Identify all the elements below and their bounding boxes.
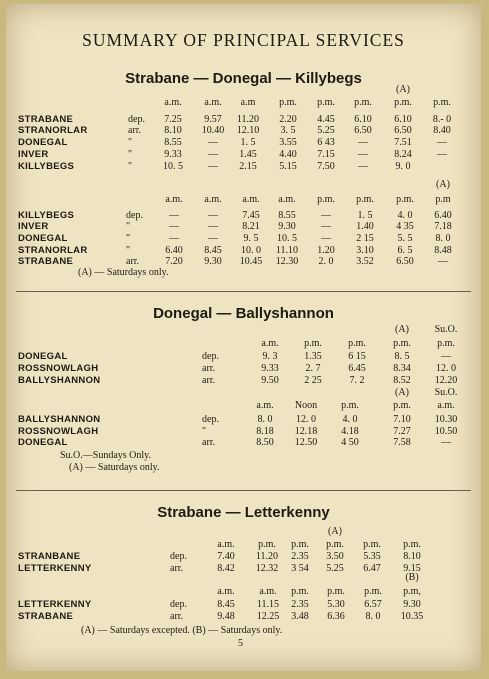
time-cell: 7.18 (434, 221, 452, 232)
column-header: p.m, (403, 586, 421, 597)
time-cell: 12.30 (275, 256, 299, 267)
time-cell: 12.10 (236, 125, 260, 136)
arr-dep-mark: " (128, 149, 133, 160)
station-name: STRANBANE (18, 551, 81, 562)
time-cell: — (437, 137, 447, 148)
column-header: p.m. (258, 539, 276, 550)
column-header: p.m. (326, 539, 344, 550)
column-header: a.m. (256, 400, 274, 411)
service-flag: (B) (405, 572, 419, 583)
section-divider (16, 291, 471, 292)
time-cell: — (358, 161, 368, 172)
time-cell: 4. 0 (397, 210, 413, 221)
station-name: DONEGAL (18, 233, 68, 244)
time-cell: 12. 0 (296, 414, 316, 425)
time-cell: 5.15 (279, 161, 297, 172)
time-cell: 2.35 (291, 551, 309, 562)
time-cell: 12.50 (294, 437, 318, 448)
station-name: STRABANE (18, 114, 74, 125)
arr-dep-mark: dep. (170, 599, 187, 610)
time-cell: — (169, 210, 179, 221)
time-cell: 8.24 (394, 149, 412, 160)
time-cell: 1.20 (317, 245, 335, 256)
time-cell: 11.20 (255, 551, 279, 562)
page-number: 5 (238, 638, 243, 649)
time-cell: 9. 3 (262, 351, 278, 362)
time-cell: 6 43 (317, 137, 335, 148)
column-header: a.m. (278, 194, 296, 205)
time-cell: 1. 5 (357, 210, 373, 221)
time-cell: 5.25 (317, 125, 335, 136)
time-cell: 10. 5 (277, 233, 297, 244)
time-cell: 2.20 (279, 114, 297, 125)
column-header: Noon (294, 400, 318, 411)
time-cell: 9. 5 (243, 233, 259, 244)
station-name: LETTERKENNY (18, 599, 92, 610)
time-cell: 9.50 (261, 375, 279, 386)
station-name: STRABANE (18, 256, 74, 267)
column-header: p.m. (348, 338, 366, 349)
time-cell: — (321, 221, 331, 232)
column-header: p.m. (364, 586, 382, 597)
time-cell: — (321, 210, 331, 221)
station-name: LETTERKENNY (18, 563, 92, 574)
section-divider (16, 490, 471, 491)
arr-dep-mark: arr. (170, 611, 184, 622)
time-cell: 12.20 (434, 375, 458, 386)
column-header: p.m. (354, 97, 372, 108)
station-name: INVER (18, 221, 49, 232)
time-cell: — (438, 256, 448, 267)
time-cell: 6.10 (354, 114, 372, 125)
time-cell: 9. 0 (395, 161, 411, 172)
time-cell: 4 50 (341, 437, 359, 448)
column-header: p.m. (279, 97, 297, 108)
arr-dep-mark: arr. (202, 437, 216, 448)
column-header: p.m. (317, 97, 335, 108)
footnote: (A) — Saturdays excepted. (B) — Saturdays only. (81, 625, 283, 636)
time-cell: 8.48 (434, 245, 452, 256)
arr-dep-mark: arr. (202, 363, 216, 374)
column-header: p.m. (291, 539, 309, 550)
time-cell: 8.10 (164, 125, 182, 136)
column-header: a.m (240, 97, 256, 108)
time-cell: 8.- 0 (432, 114, 452, 125)
footnote: Su.O.—Sundays Only. (60, 450, 152, 461)
column-header: a.m. (217, 539, 235, 550)
time-cell: 8.18 (256, 426, 274, 437)
time-cell: 10.45 (239, 256, 263, 267)
time-cell: 6.50 (394, 125, 412, 136)
column-header: p.m. (304, 338, 322, 349)
time-cell: — (208, 210, 218, 221)
column-header: p.m. (317, 194, 335, 205)
time-cell: 3.10 (356, 245, 374, 256)
time-cell: 6.10 (394, 114, 412, 125)
arr-dep-mark: arr. (128, 125, 142, 136)
section-title: Strabane — Donegal — Killybegs (125, 70, 362, 87)
page-title: SUMMARY OF PRINCIPAL SERVICES (82, 30, 405, 50)
time-cell: 9.33 (261, 363, 279, 374)
time-cell: 11.10 (275, 245, 299, 256)
time-cell: — (208, 221, 218, 232)
time-cell: 2.35 (291, 599, 309, 610)
time-cell: — (358, 149, 368, 160)
arr-dep-mark: dep. (170, 551, 187, 562)
time-cell: 7.50 (317, 161, 335, 172)
time-cell: 8.55 (278, 210, 296, 221)
station-name: DONEGAL (18, 137, 68, 148)
time-cell: — (208, 149, 218, 160)
time-cell: 8.42 (217, 563, 235, 574)
time-cell: 1. 5 (240, 137, 256, 148)
time-cell: 12.25 (256, 611, 280, 622)
time-cell: 4.45 (317, 114, 335, 125)
time-cell: 6 15 (348, 351, 366, 362)
time-cell: — (441, 351, 451, 362)
time-cell: 7.10 (393, 414, 411, 425)
time-cell: 3 54 (291, 563, 309, 574)
time-cell: 8. 0 (365, 611, 381, 622)
service-flag: (A) (395, 387, 409, 398)
time-cell: 3. 5 (280, 125, 296, 136)
time-cell: 8.40 (433, 125, 451, 136)
footnote: (A) — Saturdays only. (69, 462, 160, 473)
station-name: DONEGAL (18, 351, 68, 362)
column-header: a.m. (261, 338, 279, 349)
time-cell: 6.45 (348, 363, 366, 374)
time-cell: 5.35 (363, 551, 381, 562)
station-name: BALLYSHANNON (18, 414, 101, 425)
arr-dep-mark: " (202, 426, 207, 437)
time-cell: 12.18 (294, 426, 318, 437)
column-header: a.m. (165, 194, 183, 205)
arr-dep-mark: dep. (202, 351, 219, 362)
time-cell: 4. 0 (342, 414, 358, 425)
arr-dep-mark: arr. (126, 256, 140, 267)
time-cell: 3.52 (356, 256, 374, 267)
time-cell: 7. 2 (349, 375, 365, 386)
time-cell: 6. 5 (397, 245, 413, 256)
time-cell: 1.35 (304, 351, 322, 362)
time-cell: 4.40 (279, 149, 297, 160)
arr-dep-mark: arr. (202, 375, 216, 386)
time-cell: 3.48 (291, 611, 309, 622)
service-flag: Su.O. (434, 324, 458, 335)
service-flag: Su.O. (434, 387, 458, 398)
time-cell: — (169, 233, 179, 244)
time-cell: 6.50 (396, 256, 414, 267)
time-cell: 9.33 (164, 149, 182, 160)
time-cell: — (208, 161, 218, 172)
time-cell: 9.30 (204, 256, 222, 267)
time-cell: 8. 0 (257, 414, 273, 425)
service-flag: (A) (436, 179, 450, 190)
time-cell: 7.45 (242, 210, 260, 221)
time-cell: 10. 5 (163, 161, 183, 172)
arr-dep-mark: arr. (170, 563, 184, 574)
arr-dep-mark: " (128, 161, 133, 172)
time-cell: 7.15 (317, 149, 335, 160)
time-cell: 9.15 (403, 563, 421, 574)
station-name: DONEGAL (18, 437, 68, 448)
station-name: KILLYBEGS (18, 161, 75, 172)
time-cell: 2 25 (304, 375, 322, 386)
time-cell: 8.52 (393, 375, 411, 386)
time-cell: 1.40 (356, 221, 374, 232)
time-cell: 6.36 (327, 611, 345, 622)
service-flag: (A) (395, 324, 409, 335)
station-name: ROSSNOWLAGH (18, 426, 99, 437)
time-cell: 9.30 (278, 221, 296, 232)
station-name: STRANORLAR (18, 125, 88, 136)
arr-dep-mark: " (126, 233, 131, 244)
timetable-page (6, 4, 481, 671)
station-name: STRABANE (18, 611, 74, 622)
time-cell: 10.50 (434, 426, 458, 437)
column-header: p.m. (433, 97, 451, 108)
station-name: KILLYBEGS (18, 210, 75, 221)
time-cell: 1.45 (239, 149, 257, 160)
column-header: p.m. (403, 539, 421, 550)
time-cell: 4.18 (341, 426, 359, 437)
column-header: a.m. (437, 400, 455, 411)
time-cell: 5.30 (327, 599, 345, 610)
column-header: p.m. (363, 539, 381, 550)
column-header: p.m. (393, 400, 411, 411)
column-header: p.m. (393, 338, 411, 349)
time-cell: 8.55 (164, 137, 182, 148)
time-cell: 3.55 (279, 137, 297, 148)
station-name: STRANORLAR (18, 245, 88, 256)
arr-dep-mark: " (126, 245, 131, 256)
column-header: p.m. (396, 194, 414, 205)
time-cell: — (208, 137, 218, 148)
time-cell: 8.21 (242, 221, 260, 232)
time-cell: — (321, 233, 331, 244)
time-cell: 10.35 (400, 611, 424, 622)
time-cell: 6.40 (165, 245, 183, 256)
column-header: a.m. (204, 194, 222, 205)
time-cell: — (358, 137, 368, 148)
time-cell: 4 35 (396, 221, 414, 232)
time-cell: 6.40 (434, 210, 452, 221)
arr-dep-mark: dep. (126, 210, 143, 221)
time-cell: — (437, 149, 447, 160)
column-header: p.m. (437, 338, 455, 349)
time-cell: 2 15 (356, 233, 374, 244)
time-cell: 8.45 (204, 245, 222, 256)
time-cell: 8.45 (217, 599, 235, 610)
footnote: (A) — Saturdays only. (78, 267, 169, 278)
arr-dep-mark: " (126, 221, 131, 232)
time-cell: 9.30 (403, 599, 421, 610)
time-cell: 2. 0 (318, 256, 334, 267)
time-cell: 6.50 (354, 125, 372, 136)
column-header: p.m. (291, 586, 309, 597)
station-name: BALLYSHANNON (18, 375, 101, 386)
time-cell: — (169, 221, 179, 232)
time-cell: 7.51 (394, 137, 412, 148)
column-header: a.m. (242, 194, 260, 205)
service-flag: (A) (328, 526, 342, 537)
time-cell: 5. 5 (397, 233, 413, 244)
time-cell: 8.34 (393, 363, 411, 374)
time-cell: 5.25 (326, 563, 344, 574)
time-cell: — (441, 437, 451, 448)
station-name: INVER (18, 149, 49, 160)
section-title: Strabane — Letterkenny (157, 504, 330, 521)
time-cell: 7.58 (393, 437, 411, 448)
time-cell: 7.40 (217, 551, 235, 562)
arr-dep-mark: dep. (202, 414, 219, 425)
column-header: a.m. (259, 586, 277, 597)
time-cell: 6.57 (364, 599, 382, 610)
time-cell: 10.30 (434, 414, 458, 425)
time-cell: 8. 0 (435, 233, 451, 244)
service-flag: (A) (396, 84, 410, 95)
column-header: p.m. (341, 400, 359, 411)
arr-dep-mark: dep. (128, 114, 145, 125)
time-cell: 8.10 (403, 551, 421, 562)
station-name: ROSSNOWLAGH (18, 363, 99, 374)
time-cell: 10. 0 (241, 245, 261, 256)
arr-dep-mark: " (128, 137, 133, 148)
column-header: p.m (435, 194, 451, 205)
column-header: p.m. (327, 586, 345, 597)
column-header: p.m. (356, 194, 374, 205)
time-cell: 11.20 (236, 114, 260, 125)
time-cell: 12.32 (255, 563, 279, 574)
time-cell: 3.50 (326, 551, 344, 562)
time-cell: 12. 0 (436, 363, 456, 374)
column-header: p.m. (394, 97, 412, 108)
time-cell: — (208, 233, 218, 244)
time-cell: 10.40 (201, 125, 225, 136)
column-header: a.m. (204, 97, 222, 108)
time-cell: 2. 7 (305, 363, 321, 374)
time-cell: 9.57 (204, 114, 222, 125)
column-header: a.m. (164, 97, 182, 108)
time-cell: 8. 5 (394, 351, 410, 362)
time-cell: 9.48 (217, 611, 235, 622)
time-cell: 2.15 (239, 161, 257, 172)
time-cell: 11.15 (256, 599, 280, 610)
time-cell: 7.27 (393, 426, 411, 437)
time-cell: 6.47 (363, 563, 381, 574)
section-title: Donegal — Ballyshannon (153, 305, 334, 322)
time-cell: 7.25 (164, 114, 182, 125)
column-header: a.m. (217, 586, 235, 597)
time-cell: 7.20 (165, 256, 183, 267)
time-cell: 8.50 (256, 437, 274, 448)
